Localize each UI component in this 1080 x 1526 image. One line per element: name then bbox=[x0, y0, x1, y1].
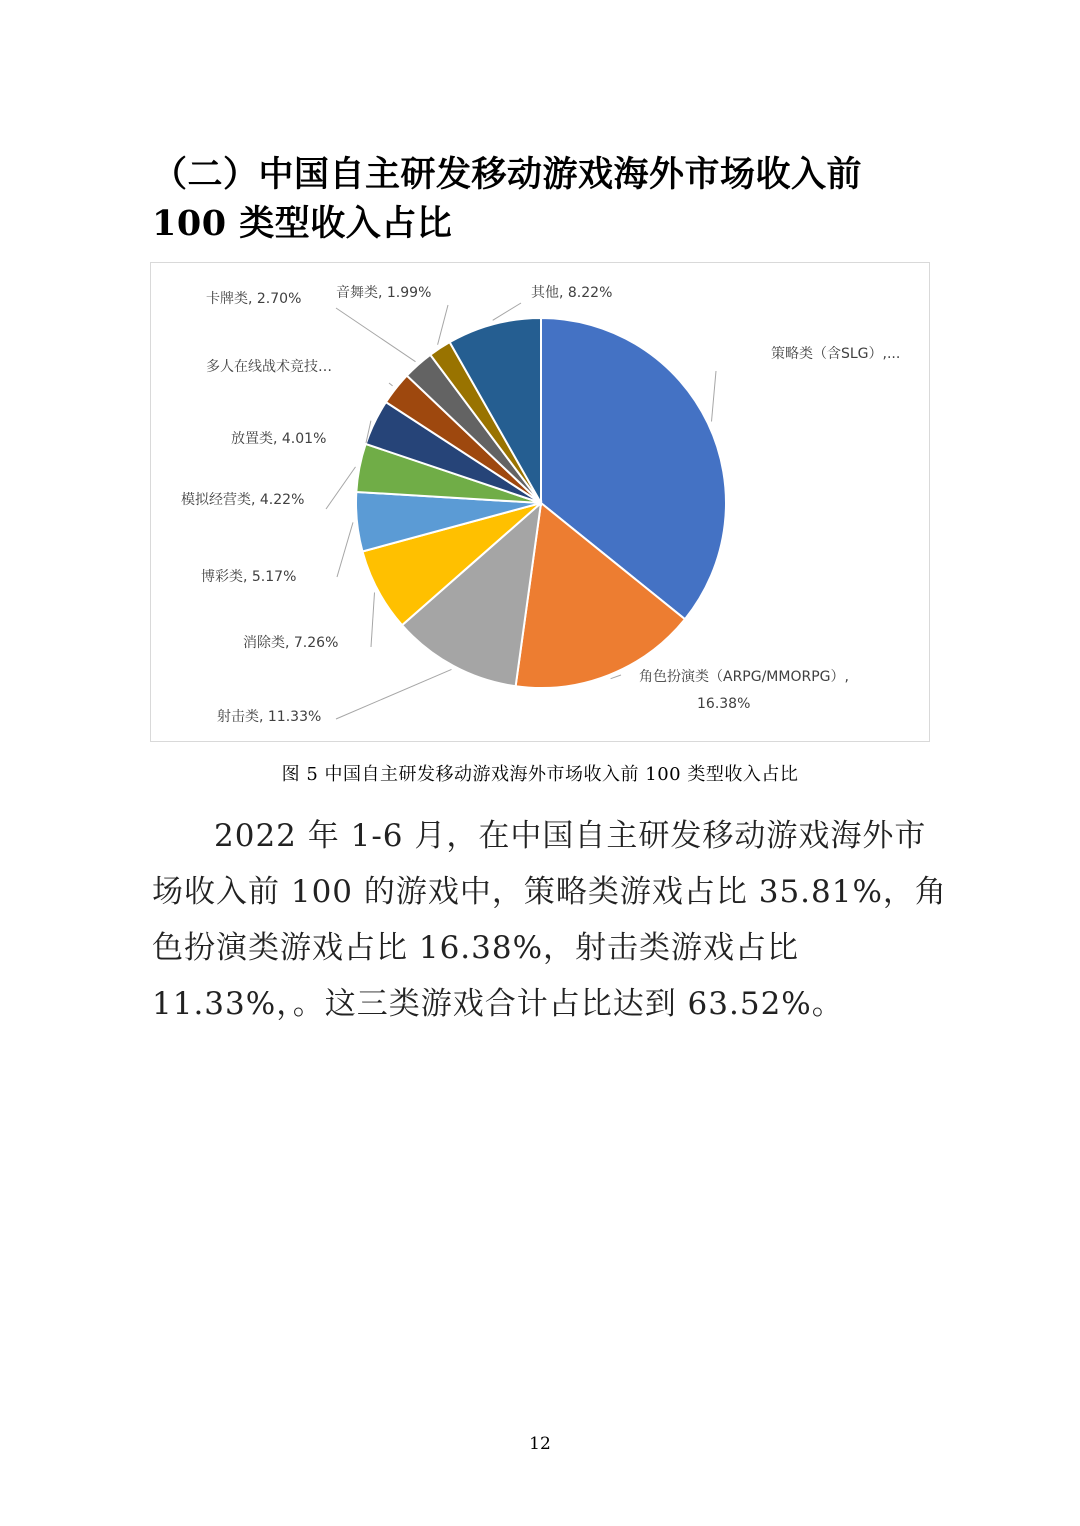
slice-label: 其他, 8.22% bbox=[531, 285, 613, 301]
page-number: 12 bbox=[529, 1434, 551, 1454]
slice-label: 模拟经营类, 4.22% bbox=[181, 492, 305, 508]
slice-label: 卡牌类, 2.70% bbox=[206, 291, 302, 307]
leader-line bbox=[337, 522, 353, 577]
pie-chart-svg bbox=[151, 263, 929, 741]
leader-line bbox=[326, 467, 356, 509]
slice-label: 音舞类, 1.99% bbox=[336, 285, 432, 301]
leader-line bbox=[712, 371, 717, 422]
slice-label-value: 16.38% bbox=[697, 696, 751, 712]
leader-line bbox=[336, 669, 452, 719]
figure-caption: 图 5 中国自主研发移动游戏海外市场收入前 100 类型收入占比 bbox=[281, 764, 799, 785]
section-heading: （二）中国自主研发移动游戏海外市场收入前 100 类型收入占比 bbox=[152, 154, 863, 244]
leader-line bbox=[611, 675, 621, 679]
leader-line bbox=[371, 593, 375, 648]
slice-label: 角色扮演类（ARPG/MMORPG）, bbox=[639, 669, 849, 685]
leader-line bbox=[389, 383, 393, 386]
slice-label: 策略类（含SLG）,... bbox=[771, 346, 901, 362]
body-text: 2022 年 1-6 月，在中国自主研发移动游戏海外市场收入前 100 的游戏中，策略类游戏占比 35.81%，角色扮演类游戏占比 16.38%，射击类游戏占比 11.33%，。这三类游戏合计占比达到 63.52%。 bbox=[152, 818, 947, 1022]
body-paragraph bbox=[152, 808, 952, 1032]
leader-line bbox=[438, 305, 448, 345]
slice-label: 多人在线战术竞技… bbox=[206, 359, 332, 375]
leader-line bbox=[336, 308, 416, 362]
slice-label: 消除类, 7.26% bbox=[243, 635, 339, 651]
leader-line bbox=[493, 303, 521, 320]
slice-label: 博彩类, 5.17% bbox=[201, 569, 297, 585]
pie-chart bbox=[150, 262, 930, 742]
slice-label: 射击类, 11.33% bbox=[217, 709, 322, 725]
slice-label: 放置类, 4.01% bbox=[231, 431, 327, 447]
